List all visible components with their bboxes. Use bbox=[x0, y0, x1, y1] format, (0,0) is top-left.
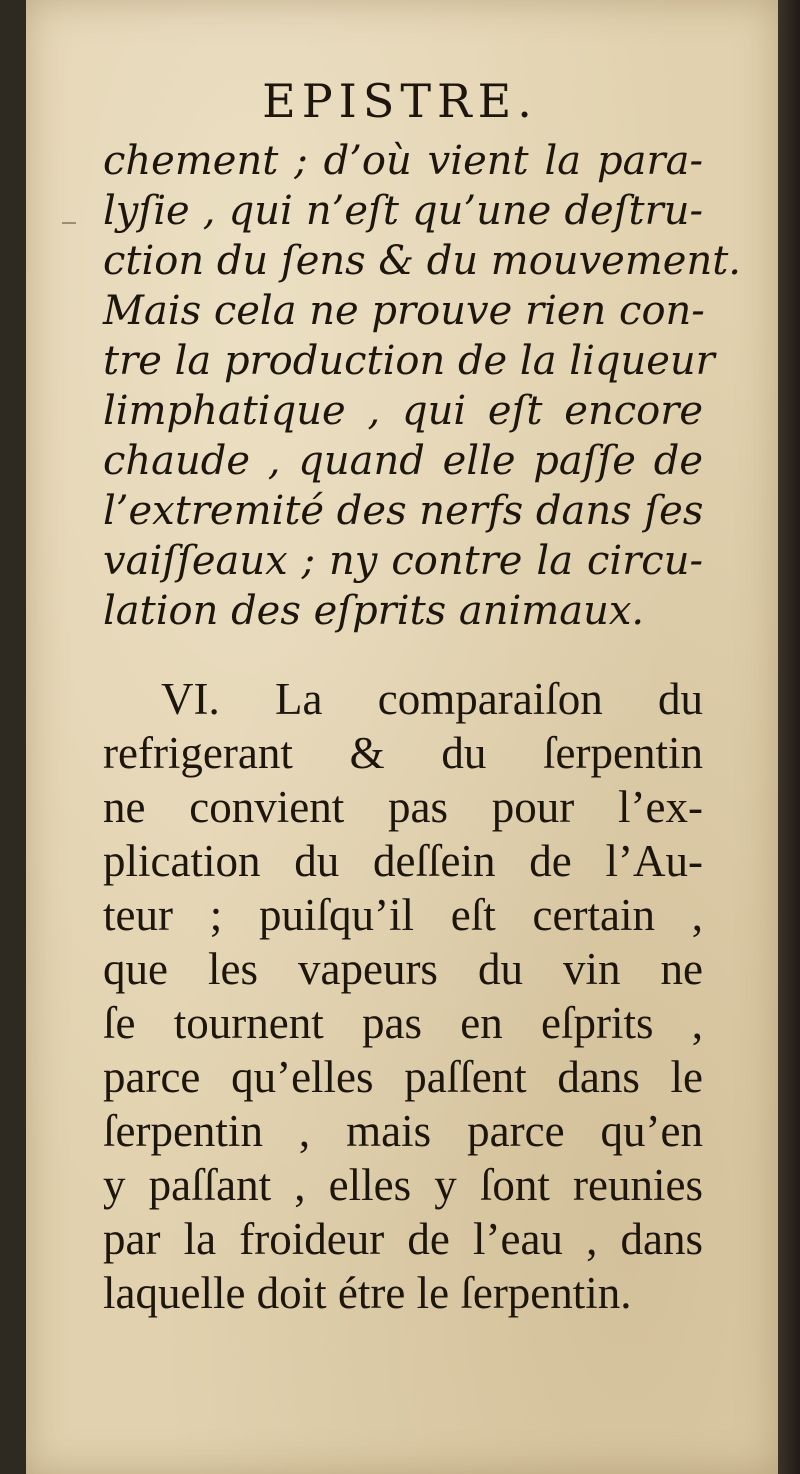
text-line: que les vapeurs du vin ne bbox=[103, 944, 703, 994]
text-line: vaiſſeaux ; ny contre la circu- bbox=[103, 538, 703, 584]
text-line: ction du ſens & du mouvement. bbox=[103, 238, 741, 284]
text-line: par la froideur de l’eau , dans bbox=[103, 1214, 703, 1264]
section-heading-line: VI. La comparaiſon du bbox=[161, 674, 703, 724]
section-vi-paragraph bbox=[103, 672, 703, 1320]
text-line: lyſie , qui n’eſt qu’une deſtru- bbox=[103, 188, 703, 234]
text-line: plication du deſſein de l’Au- bbox=[103, 836, 703, 886]
text-line: l’extremité des nerfs dans ſes bbox=[103, 488, 704, 534]
running-header: EPISTRE. bbox=[262, 74, 538, 128]
text-line: ſerpentin , mais parce qu’en bbox=[103, 1106, 703, 1156]
text-line: lation des eſprits animaux. bbox=[103, 588, 645, 634]
text-line: Mais cela ne prouve rien con- bbox=[103, 288, 705, 334]
text-line: tre la production de la liqueur bbox=[103, 338, 715, 384]
italic-paragraph bbox=[103, 136, 741, 636]
text-line: ſe tournent pas en eſprits , bbox=[103, 998, 703, 1048]
text-line: teur ; puiſqu’il eſt certain , bbox=[103, 890, 703, 940]
text-line: y paſſant , elles y ſont reunies bbox=[103, 1160, 703, 1210]
text-line: parce qu’elles paſſent dans le bbox=[103, 1052, 703, 1102]
text-line: laquelle doit étre le ſerpentin. bbox=[103, 1268, 632, 1318]
text-line: chement ; d’où vient la para- bbox=[103, 138, 703, 184]
page-edge bbox=[778, 0, 800, 1474]
text-line: refrigerant & du ſerpentin bbox=[103, 728, 703, 778]
margin-mark bbox=[62, 222, 76, 224]
text-line: ne convient pas pour l’ex- bbox=[103, 782, 703, 832]
text-line: limphatique , qui eſt encore bbox=[103, 388, 703, 434]
text-line: chaude , quand elle paſſe de bbox=[103, 438, 703, 484]
